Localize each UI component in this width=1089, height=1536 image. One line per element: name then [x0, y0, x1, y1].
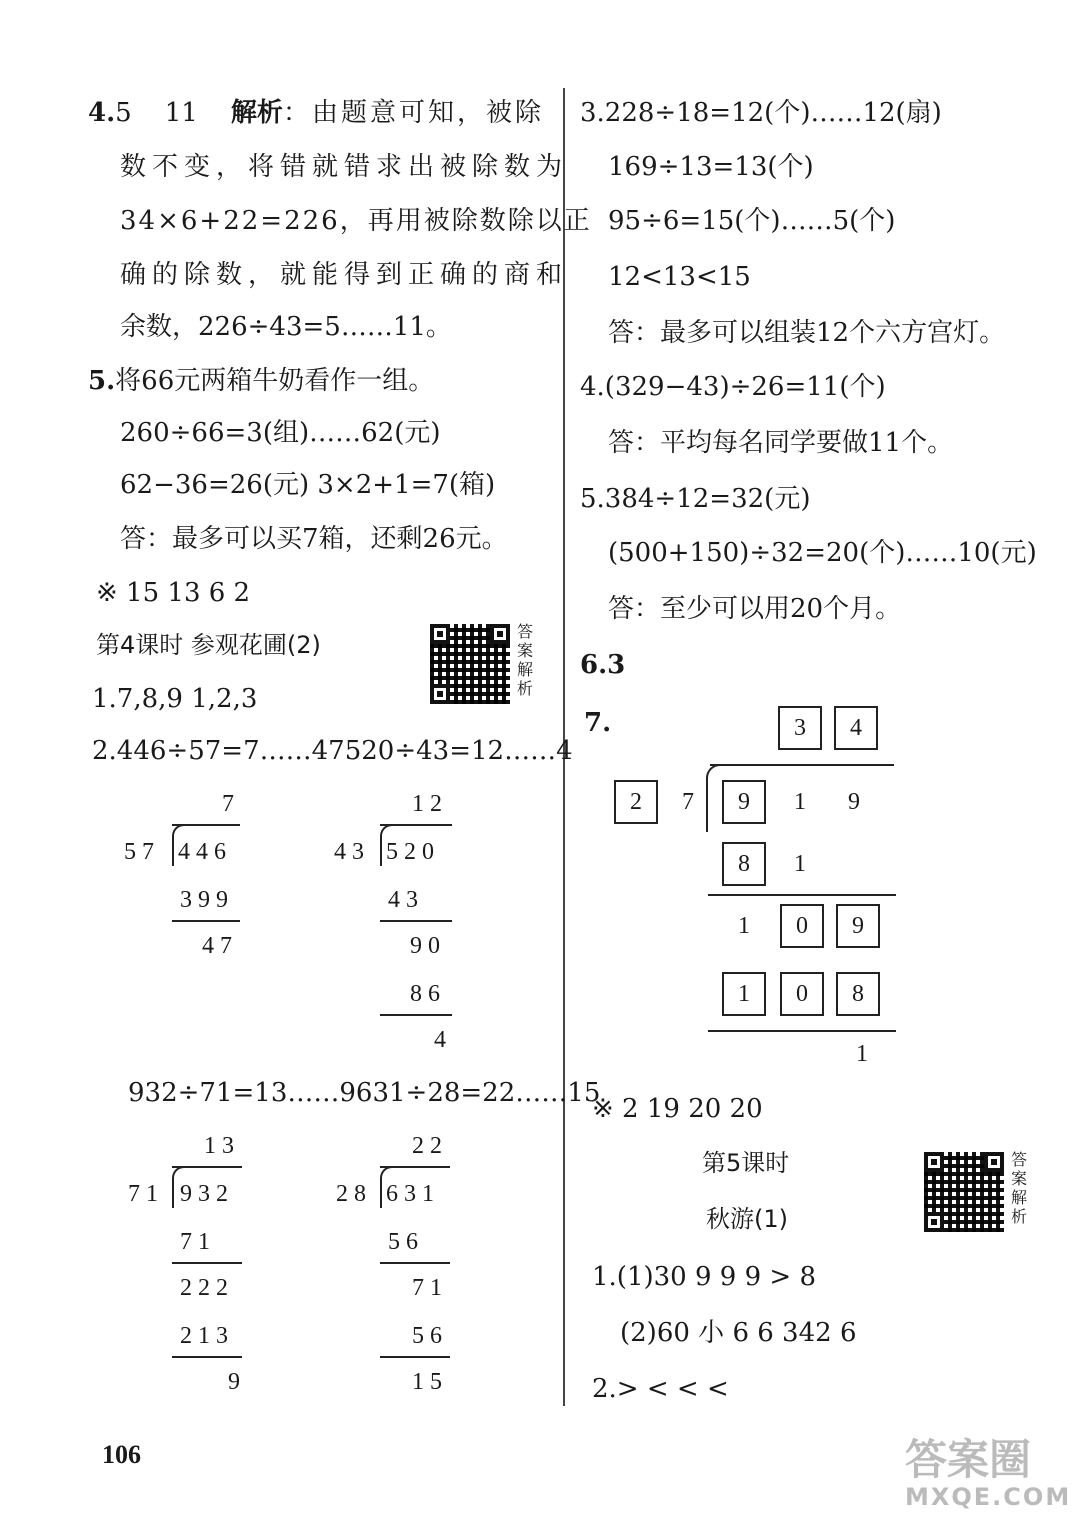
right-q4-line2: 答：平均每名同学要做11个。 [608, 428, 954, 458]
left-q5-line4: 答：最多可以买7箱，还剩26元。 [120, 524, 508, 554]
right-q5-line3: 答：至少可以用20个月。 [608, 594, 902, 624]
qr-char: 答 [516, 622, 533, 641]
remainder: 1 [856, 1041, 868, 1067]
dividend: 932 [180, 1181, 234, 1207]
q-number: 4. [88, 98, 116, 128]
subtrahend-digit-box: 0 [780, 972, 824, 1016]
partial-remainder: 90 [410, 933, 446, 959]
subtrahend-digit-box: 8 [722, 842, 766, 886]
qr-char: 析 [1010, 1207, 1027, 1226]
q-number: 5. [88, 366, 116, 396]
left-q4-line1 [88, 98, 544, 128]
rule [708, 1030, 896, 1032]
division-bracket [706, 764, 720, 832]
rule [172, 1356, 242, 1358]
q-number: 7. [584, 708, 612, 738]
lesson-number: 第5课时 [702, 1149, 790, 1177]
quotient: 12 [412, 791, 448, 817]
q5-text: 将66元两箱牛奶看作一组。 [115, 366, 435, 396]
rule [380, 920, 452, 922]
partial-remainder-digit: 1 [738, 913, 750, 939]
watermark-url: MXQE.COM [905, 1483, 1072, 1511]
divisor: 71 [128, 1181, 164, 1207]
subtrahend-digit: 1 [794, 851, 806, 877]
right-q3-line3: 95÷6=15(个)……5(个) [608, 206, 896, 236]
rule [172, 1262, 242, 1264]
qr-char: 解 [516, 660, 533, 679]
right-star-answers: ※ 2 19 20 20 [592, 1094, 763, 1124]
quotient: 13 [204, 1133, 240, 1159]
subtrahend: 71 [180, 1229, 216, 1255]
watermark [905, 1436, 1071, 1510]
dividend: 520 [386, 839, 440, 865]
qr-char: 解 [1010, 1188, 1027, 1207]
analysis-text: ：由题意可知，被除 [282, 98, 544, 128]
divisor: 28 [336, 1181, 372, 1207]
right-q3-line4: 12<13<15 [608, 262, 751, 292]
remainder: 4 [434, 1027, 446, 1053]
left-q4-line5: 余数，226÷43=5……11。 [120, 312, 452, 342]
partial-remainder-box: 9 [836, 904, 880, 948]
subtrahend-digit-box: 8 [836, 972, 880, 1016]
section-title: 第4课时 参观花圃(2) [96, 631, 321, 659]
quotient: 22 [412, 1133, 448, 1159]
answer-a: 5 [115, 98, 132, 128]
dividend: 631 [386, 1181, 440, 1207]
dividend: 446 [178, 839, 232, 865]
subtrahend-digit-box: 1 [722, 972, 766, 1016]
rule [380, 1356, 450, 1358]
subtrahend: 399 [180, 887, 234, 913]
divisor: 57 [124, 839, 160, 865]
qr-char: 案 [516, 641, 533, 660]
analysis-label: 解析 [230, 98, 283, 128]
partial-remainder: 71 [412, 1275, 448, 1301]
left-star-answers: ※ 15 13 6 2 [96, 578, 251, 608]
left-q5-line3: 62−36=26(元) 3×2+1=7(箱) [120, 470, 496, 500]
remainder: 15 [412, 1369, 448, 1395]
divisor: 43 [334, 839, 370, 865]
page-number: 106 [102, 1440, 141, 1469]
rule [172, 920, 240, 922]
quotient-digit-box: 3 [778, 706, 822, 750]
remainder: 9 [228, 1369, 240, 1395]
partial-remainder: 222 [180, 1275, 234, 1301]
left-p2: 2.446÷57=7……47520÷43=12……4 [92, 736, 573, 766]
left-q4-line4: 确的除数，就能得到正确的商和 [120, 260, 569, 290]
right-a1: 1.(1)30 9 9 9 > 8 [592, 1262, 816, 1292]
quotient-digit-box: 4 [834, 706, 878, 750]
right-a2: 2.> < < < [592, 1374, 729, 1404]
rule [380, 1014, 452, 1016]
right-q3-line1: 3.228÷18=12(个)……12(扇) [580, 98, 942, 128]
dividend-digit-box: 9 [722, 780, 766, 824]
right-q3-line2: 169÷13=13(个) [608, 152, 814, 182]
left-q4-line3: 34×6+22=226，再用被除数除以正 [120, 206, 592, 236]
left-q5-line2: 260÷66=3(组)……62(元) [120, 418, 441, 448]
left-p3: 932÷71=13……9631÷28=22……15 [128, 1078, 601, 1108]
qr-char: 析 [516, 679, 533, 698]
right-q4-line1: 4.(329−43)÷26=11(个) [580, 372, 886, 402]
right-q3-line5: 答：最多可以组装12个六方宫灯。 [608, 318, 1006, 348]
divisor-digit-box: 2 [614, 780, 658, 824]
division-bar [710, 764, 894, 766]
left-q5-line1 [88, 366, 434, 396]
qr-label [1010, 1150, 1028, 1226]
subtrahend: 56 [388, 1229, 424, 1255]
dividend-digit: 1 [794, 789, 806, 815]
partial-remainder-box: 0 [780, 904, 824, 948]
divisor-digit: 7 [682, 789, 694, 815]
lesson-title: 秋游(1) [706, 1205, 788, 1233]
left-p1: 1.7,8,9 1,2,3 [92, 684, 258, 714]
qr-char: 答 [1010, 1150, 1027, 1169]
answer-b: 11 [164, 98, 198, 128]
remainder: 47 [202, 933, 238, 959]
quotient: 7 [222, 791, 234, 817]
subtrahend: 213 [180, 1323, 234, 1349]
dividend-digit: 9 [848, 789, 860, 815]
qr-char: 案 [1010, 1169, 1027, 1188]
subtrahend: 43 [388, 887, 424, 913]
right-a1b: (2)60 小 6 6 342 6 [620, 1318, 857, 1348]
subtrahend: 56 [412, 1323, 448, 1349]
rule [380, 1262, 450, 1264]
rule [708, 894, 896, 896]
left-q4-line2: 数不变，将错就错求出被除数为 [120, 152, 569, 182]
right-q5-line2: (500+150)÷32=20(个)……10(元) [608, 538, 1037, 568]
watermark-logo: 答案圈 [905, 1435, 1032, 1484]
qr-code-icon[interactable] [430, 624, 510, 704]
qr-label [516, 622, 534, 698]
subtrahend: 86 [410, 981, 446, 1007]
right-q5-line1: 5.384÷12=32(元) [580, 484, 811, 514]
qr-code-icon[interactable] [924, 1152, 1004, 1232]
right-q6: 6.3 [580, 650, 626, 680]
